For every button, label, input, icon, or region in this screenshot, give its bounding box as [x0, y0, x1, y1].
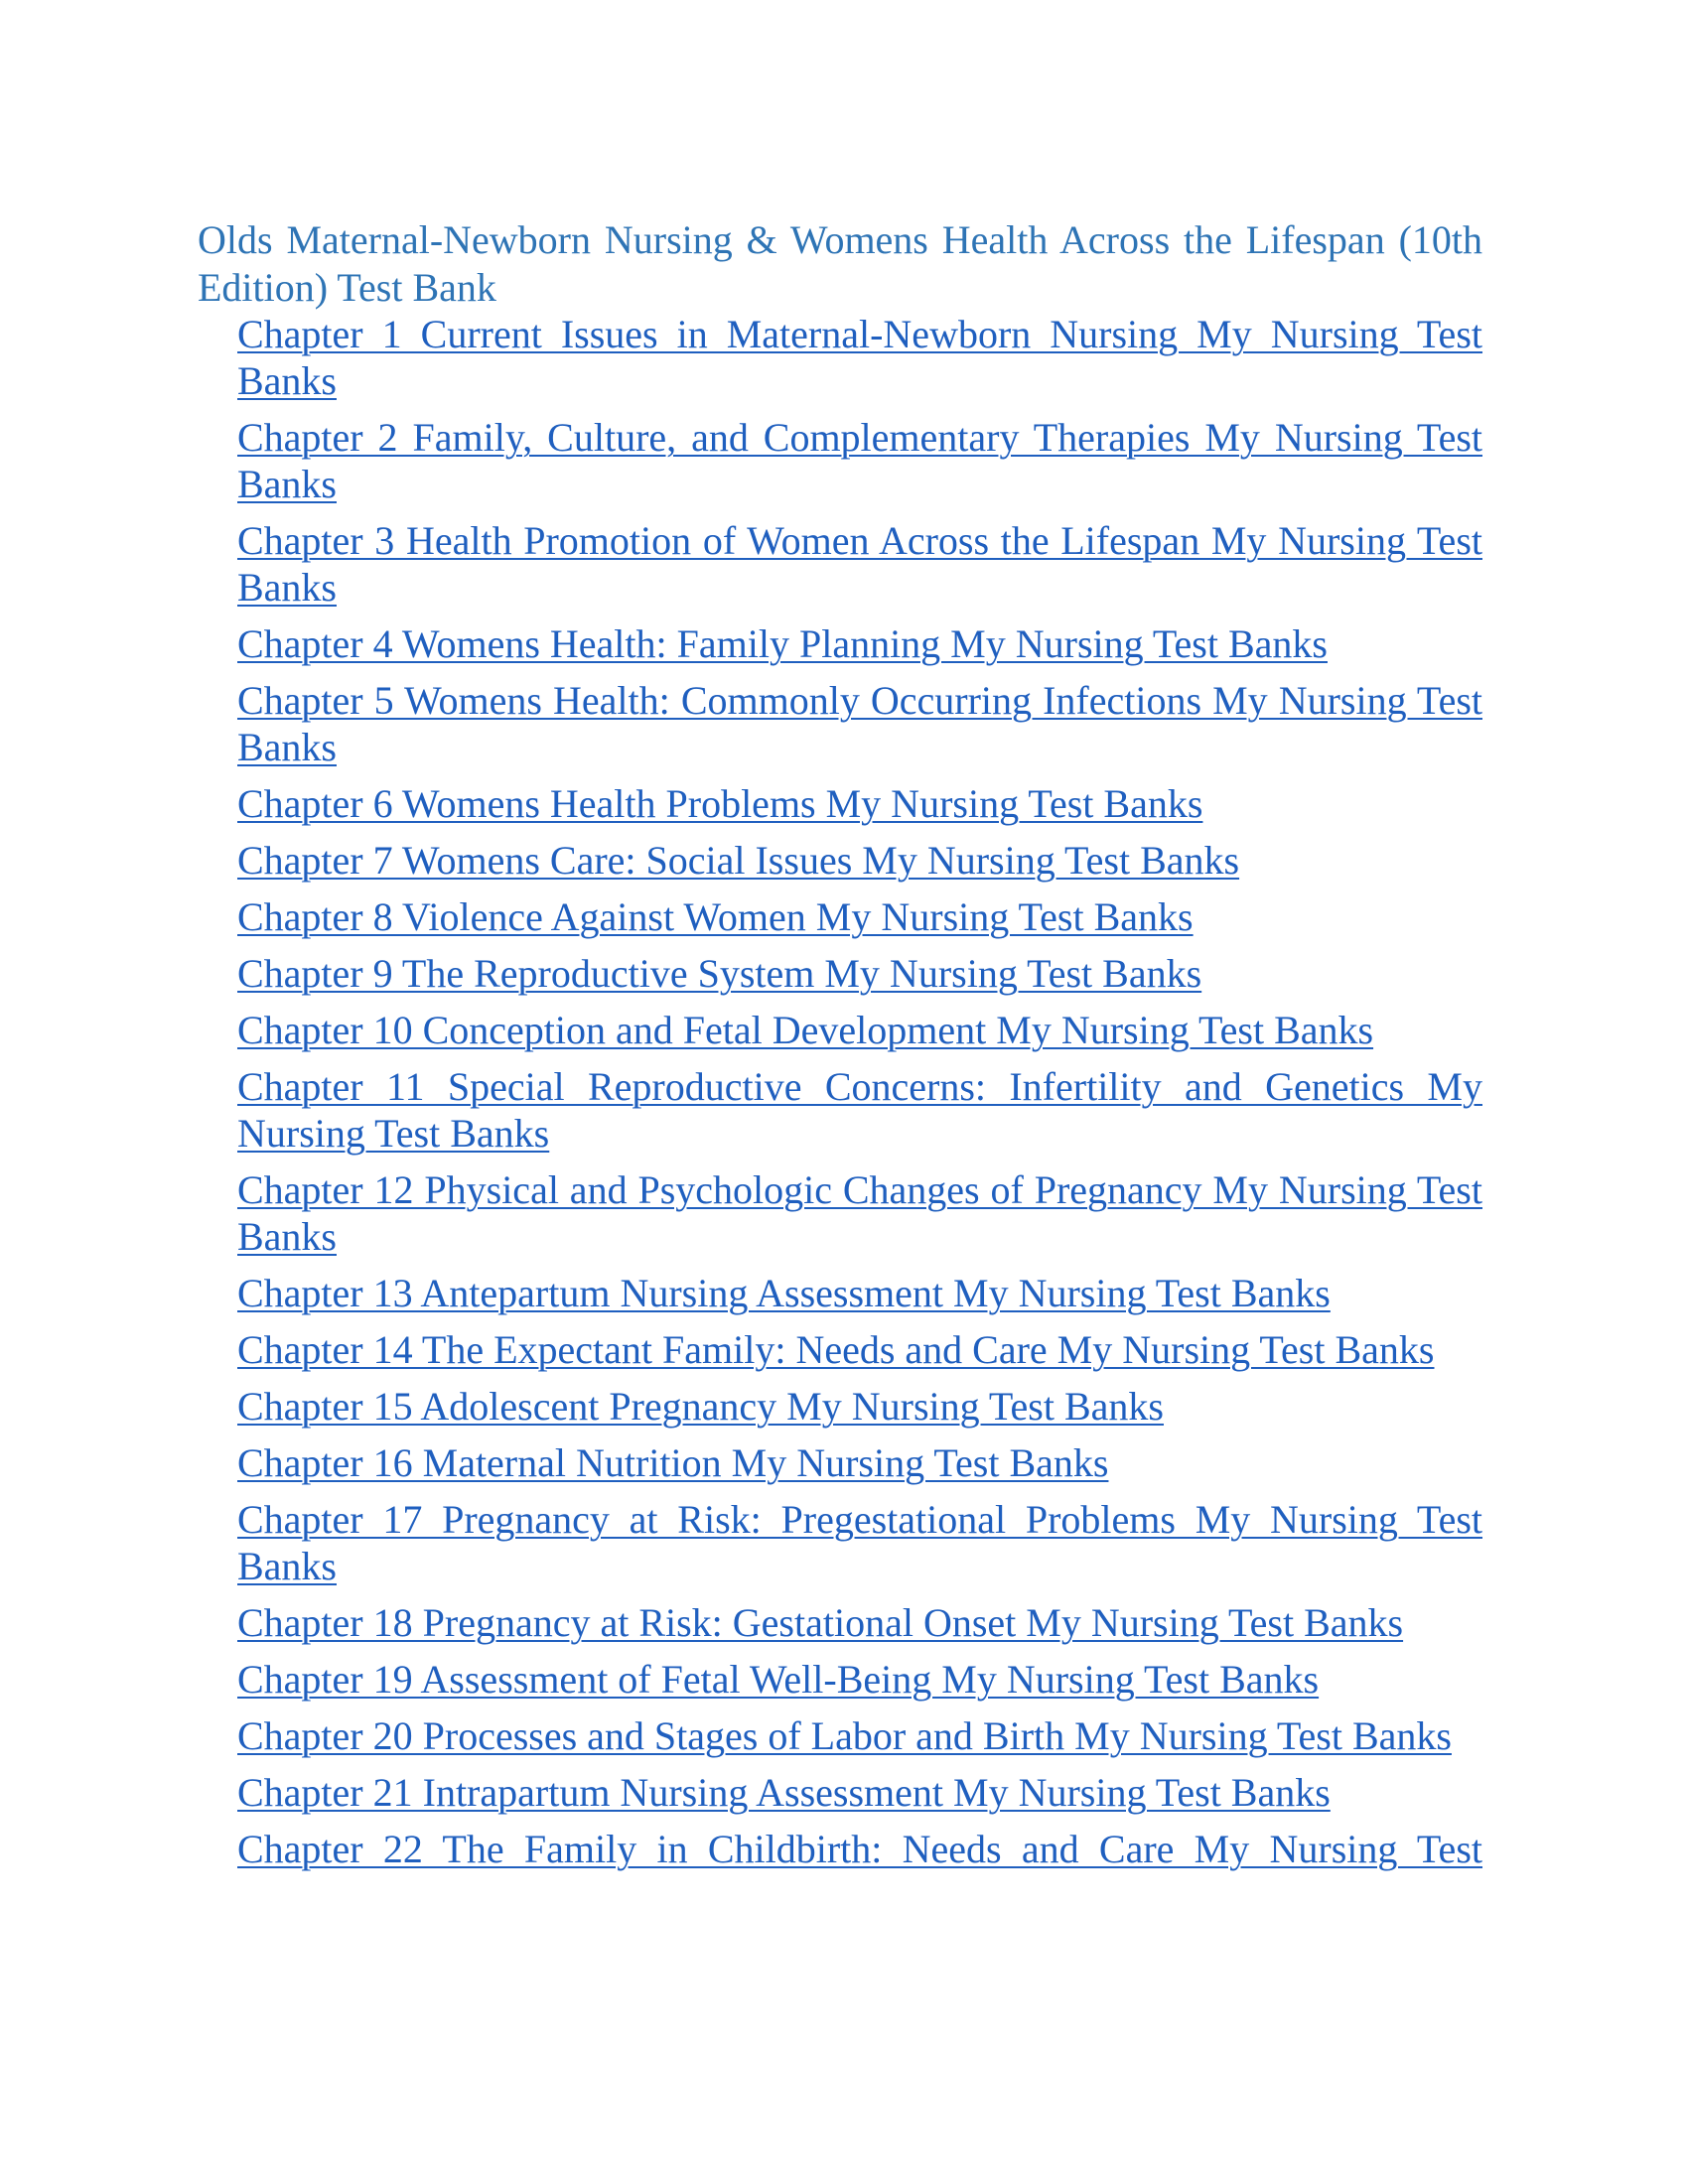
list-item [237, 1270, 1482, 1316]
chapter-link-3[interactable]: Chapter 3 Health Promotion of Women Across the Lifespan My Nursing Test Banks [237, 518, 1482, 610]
chapter-link-list [237, 311, 1482, 1882]
document-title: Olds Maternal-Newborn Nursing & Womens Health Across the Lifespan (10th Edition) Test Bank [198, 217, 1482, 310]
list-item [237, 414, 1482, 507]
list-item [237, 893, 1482, 940]
list-item [237, 1656, 1482, 1703]
chapter-link-18[interactable]: Chapter 18 Pregnancy at Risk: Gestational Onset My Nursing Test Banks [237, 1600, 1404, 1645]
list-item [237, 1383, 1482, 1430]
chapter-link-2[interactable]: Chapter 2 Family, Culture, and Complementary Therapies My Nursing Test Banks [237, 415, 1482, 506]
chapter-link-19[interactable]: Chapter 19 Assessment of Fetal Well-Being My Nursing Test Banks [237, 1657, 1320, 1702]
chapter-link-1[interactable]: Chapter 1 Current Issues in Maternal-Newborn Nursing My Nursing Test Banks [237, 312, 1482, 403]
chapter-link-17[interactable]: Chapter 17 Pregnancy at Risk: Pregestational Problems My Nursing Test Banks [237, 1497, 1482, 1588]
list-item [237, 677, 1482, 770]
list-item [237, 1166, 1482, 1260]
chapter-link-22[interactable]: Chapter 22 The Family in Childbirth: Needs and Care My Nursing Test [237, 1827, 1482, 1871]
chapter-link-6[interactable]: Chapter 6 Womens Health Problems My Nursing Test Banks [237, 781, 1203, 826]
chapter-link-12[interactable]: Chapter 12 Physical and Psychologic Changes of Pregnancy My Nursing Test Banks [237, 1167, 1482, 1259]
list-item [237, 1826, 1482, 1872]
list-item [237, 1063, 1482, 1157]
chapter-link-7[interactable]: Chapter 7 Womens Care: Social Issues My Nursing Test Banks [237, 838, 1240, 883]
list-item [237, 780, 1482, 827]
chapter-link-21[interactable]: Chapter 21 Intrapartum Nursing Assessment My Nursing Test Banks [237, 1770, 1331, 1815]
chapter-link-4[interactable]: Chapter 4 Womens Health: Family Planning My Nursing Test Banks [237, 621, 1328, 666]
chapter-link-10[interactable]: Chapter 10 Conception and Fetal Development My Nursing Test Banks [237, 1008, 1374, 1052]
list-item [237, 620, 1482, 667]
list-item [237, 1712, 1482, 1759]
list-item [237, 1599, 1482, 1646]
chapter-link-20[interactable]: Chapter 20 Processes and Stages of Labor and Birth My Nursing Test Banks [237, 1713, 1452, 1758]
list-item [237, 1007, 1482, 1053]
list-item [237, 837, 1482, 884]
list-item [237, 1439, 1482, 1486]
list-item [237, 1769, 1482, 1816]
chapter-link-9[interactable]: Chapter 9 The Reproductive System My Nursing Test Banks [237, 951, 1202, 996]
chapter-link-15[interactable]: Chapter 15 Adolescent Pregnancy My Nursing Test Banks [237, 1384, 1164, 1429]
chapter-link-16[interactable]: Chapter 16 Maternal Nutrition My Nursing Test Banks [237, 1440, 1109, 1485]
list-item [237, 517, 1482, 611]
chapter-link-11[interactable]: Chapter 11 Special Reproductive Concerns: Infertility and Genetics My Nursing Test Banks [237, 1064, 1482, 1156]
chapter-link-14[interactable]: Chapter 14 The Expectant Family: Needs and Care My Nursing Test Banks [237, 1327, 1435, 1372]
list-item [237, 1326, 1482, 1373]
list-item [237, 311, 1482, 404]
chapter-link-5[interactable]: Chapter 5 Womens Health: Commonly Occurring Infections My Nursing Test Banks [237, 678, 1482, 769]
chapter-link-8[interactable]: Chapter 8 Violence Against Women My Nursing Test Banks [237, 894, 1194, 939]
chapter-link-13[interactable]: Chapter 13 Antepartum Nursing Assessment My Nursing Test Banks [237, 1271, 1331, 1315]
list-item [237, 950, 1482, 997]
list-item [237, 1496, 1482, 1589]
